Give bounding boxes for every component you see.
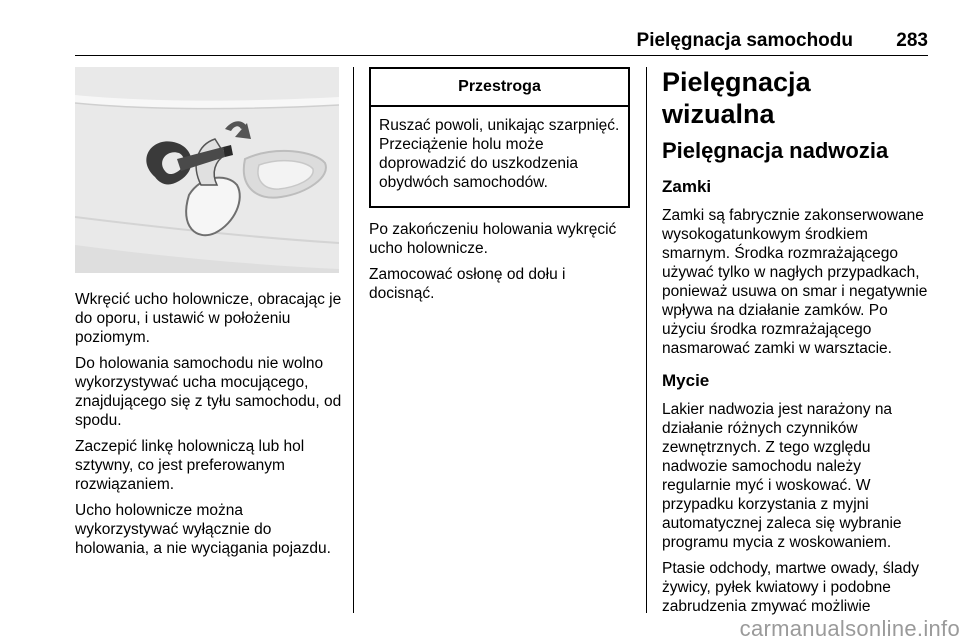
paragraph: Po zakończeniu holowania wykręcić ucho holownicze.: [369, 221, 617, 257]
middle-column: [369, 220, 634, 310]
paragraph: Wkręcić ucho holownicze, obracając je do oporu, i ustawić w położeniu poziomym.: [75, 291, 342, 346]
subsection-title-washing: Mycie: [662, 371, 710, 390]
column-divider-left: [353, 67, 354, 613]
section-heading-main: Pielęgnacja wizualna: [662, 67, 811, 129]
paragraph: Ptasie odchody, martwe owady, ślady żywicy, pyłek kwiatowy i podobne zabrudzenia zmywać możliwie: [662, 560, 920, 615]
warning-box: [369, 67, 630, 208]
page-header: [75, 22, 928, 56]
column-divider-right: [646, 67, 647, 613]
paragraph: Zaczepić linkę holowniczą lub hol sztywny, co jest preferowanym rozwiązaniem.: [75, 438, 305, 493]
watermark: carmanualsonline.info: [739, 616, 960, 641]
subsection-title-locks: Zamki: [662, 177, 712, 196]
left-column: [75, 290, 343, 565]
paragraph: Ucho holownicze można wykorzystywać wyłącznie do holowania, a nie wyciągania pojazdu.: [75, 502, 331, 557]
towing-eye-illustration: [75, 67, 339, 273]
right-column: [662, 66, 930, 623]
header-rule: [75, 55, 928, 56]
warning-body: Ruszać powoli, unikając szarpnięć. Przeciążenie holu może doprowadzić do uszkodzenia obydwóch samochodów.: [379, 117, 620, 191]
paragraph: Lakier nadwozia jest narażony na działanie różnych czynników zewnętrznych. Z tego względu nadwozie samochodu należy regularnie myć i woskować. W przypadku korzystania z myjni automatycznej zaleca się wybranie programu mycia z woskowaniem.: [662, 401, 902, 551]
paragraph: Zamocować osłonę od dołu i docisnąć.: [369, 266, 566, 302]
warning-title: Przestroga: [371, 69, 628, 107]
page-number: 283: [896, 30, 928, 51]
page-title: Pielęgnacja samochodu: [636, 30, 853, 51]
paragraph: Zamki są fabrycznie zakonserwowane wysokogatunkowym środkiem smarnym. Środka rozmrażającego używać tylko w nagłych przypadkach, ponieważ usuwa on smar i negatywnie wpływa na działanie zamków. Po użyciu środka rozmrażającego nasmarować zamki w warsztacie.: [662, 207, 928, 357]
paragraph: Do holowania samochodu nie wolno wykorzystywać ucha mocującego, znajdującego się z tyłu samochodu, od spodu.: [75, 355, 342, 429]
section-heading-sub: Pielęgnacja nadwozia: [662, 138, 889, 163]
towing-eye-drawing: [75, 67, 339, 273]
